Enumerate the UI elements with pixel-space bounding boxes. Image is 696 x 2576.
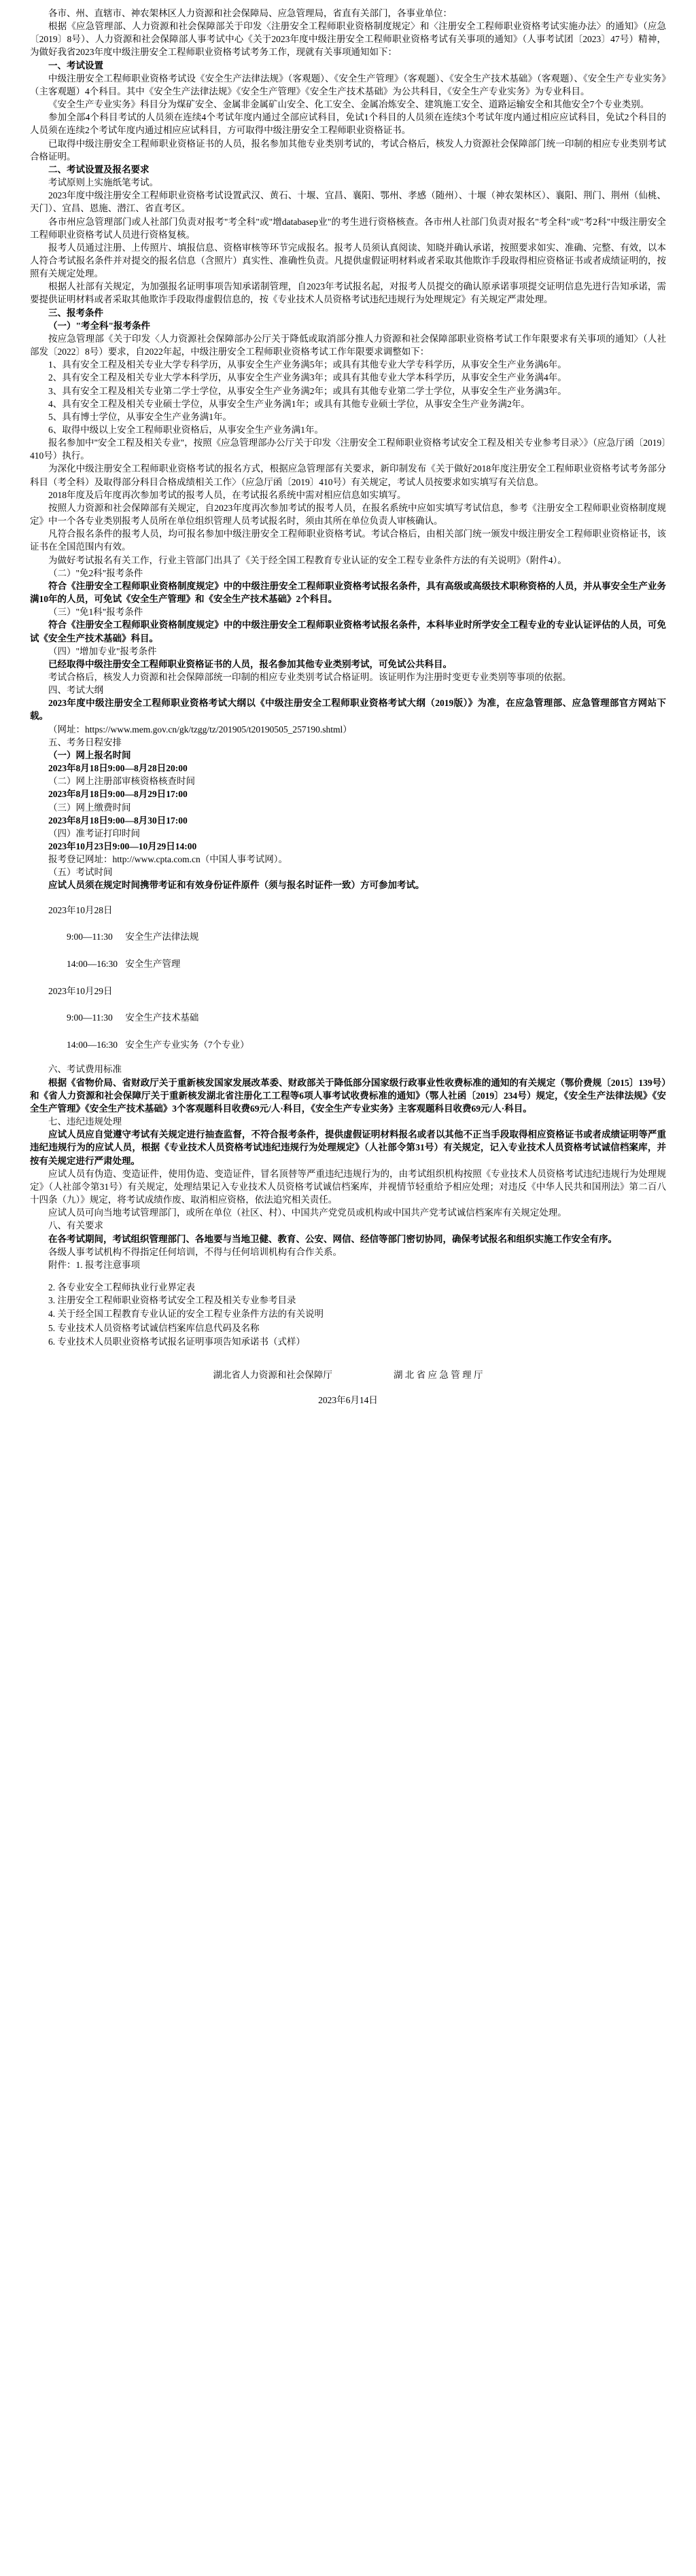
schedule-row bbox=[30, 1009, 666, 1027]
paragraph: 按应急管理部《关于印发〈人力资源社会保障部办公厅关于降低或取消部分推人力资源和社会保障部职业资格考试工作年限要求有关事项的通知〉（人社部发〔2022〕8号）要求，自2022年起，中级注册安全工程师职业资格考试工作年限要求调整如下： bbox=[30, 333, 666, 357]
paragraph: （四）准考证打印时间 bbox=[48, 828, 140, 839]
schedule-row bbox=[30, 955, 666, 973]
paragraph: （网址：https://www.mem.gov.cn/gk/tzgg/tz/201905/t20190505_257190.shtml） bbox=[48, 724, 352, 735]
section-heading: 2023年度中级注册安全工程师职业资格考试大纲以《中级注册安全工程师职业资格考试大纲（2019版）》为准，在应急管理部、应急管理部官方网站下载。 bbox=[30, 698, 666, 722]
subsection-heading: 2023年10月23日9:00—10月29日14:00 bbox=[48, 841, 197, 851]
section-heading: 在各考试期间，考试组织管理部门、各地要与当地卫健、教育、公安、网信、经信等部门密切协同，确保考试报名和组织实施工作安全有序。 bbox=[48, 1233, 617, 1244]
paragraph: 6、取得中级以上安全工程师职业资格后，从事安全生产业务满1年。 bbox=[48, 425, 324, 435]
section-heading: 根据《省物价局、省财政厅关于重新核发国家发展改革委、财政部关于降低部分国家级行政事业性收费标准的通知的有关规定（鄂价费规〔2015〕139号）和《省人力资源和社会保障厅关于重新核发湖北省注册化工工程等6项人事考试收费标准的通知》（鄂人社函〔2019〕234号）规定，《安全生产法律法规》《安全生产管理》《安全生产技术基础》3个客观题科目收费69元/人·科目，《安全生产专业实务》主客观题科目收费69元/人·科目。 bbox=[30, 1077, 666, 1114]
section-heading: 应试人员应自觉遵守考试有关规定进行抽查监督，不符合报考条件，提供虚假证明材料报名或者以其他不正当手段取得相应资格证书或者成绩证明等严重违纪违规行为的应试人员，根据《专业技术人员资格考试违纪违规行为处理规定》（人社部令第31号）有关规定，记入专业技术人员资格考试诚信档案库，并按有关规定进行严肃处理。 bbox=[30, 1129, 666, 1166]
schedule-subject: 安全生产技术基础 bbox=[125, 1012, 199, 1023]
paragraph: 凡符合报名条件的报考人员，均可报名参加中级注册安全工程师职业资格考试。考试合格后，由相关部门统一颁发中级注册安全工程师职业资格证书，该证书在全国范围内有效。 bbox=[30, 529, 666, 552]
paragraph: 附件：1. 报考注意事项 bbox=[48, 1259, 140, 1270]
schedule-row bbox=[30, 928, 666, 946]
schedule-time: 14:00—16:30 bbox=[67, 1039, 118, 1050]
paragraph: （三）"免1科"报考条件 bbox=[48, 607, 143, 618]
paragraph: 参加全部4个科目考试的人员须在连续4个考试年度内通过全部应试科目，免试1个科目的人员须在连续3个考试年度内通过相应应试科目，免试2个科目的人员须在连续2个考试年度内通过相应应试科目，方可取得中级注册安全工程师职业资格证书。 bbox=[30, 112, 666, 136]
attachment-item: 5. 专业技术人员资格考试诚信档案库信息代码及名称 bbox=[48, 1322, 260, 1333]
paragraph: 已取得中级注册安全工程师职业资格证书的人员，报名参加其他专业类别考试的，考试合格后，核发人力资源社会保障部门统一印制的相应专业类别考试合格证明。 bbox=[30, 138, 666, 162]
section-heading: 二、考试设置及报名要求 bbox=[48, 164, 150, 175]
section-heading: 一、考试设置 bbox=[48, 60, 103, 71]
paragraph: 各级人事考试机构不得指定任何培训，不得与任何培训机构有合作关系。 bbox=[48, 1246, 342, 1257]
subsection-heading: 已经取得中级注册安全工程师职业资格证书的人员，报名参加其他专业类别考试，可免试公共科目。 bbox=[48, 658, 452, 669]
paragraph: （四）"增加专业"报考条件 bbox=[48, 646, 157, 656]
paragraph: 2、具有安全工程及相关专业大学本科学历，从事安全生产业务满3年；或具有其他专业大学本科学历，从事安全生产业务满4年。 bbox=[48, 372, 567, 383]
paragraph: 各市、州、直辖市、神农架林区人力资源和社会保障局、应急管理局，省直有关部门，各事业单位： bbox=[48, 8, 452, 18]
paragraph: 报考登记网址：http://www.cpta.com.cn（中国人事考试网）。 bbox=[48, 854, 288, 865]
paragraph: 应试人员可向当地考试管理部门，或所在单位（社区、村）、中国共产党党员或机构或中国共产党考试诚信档案库有关规定处理。 bbox=[48, 1207, 567, 1218]
paragraph: 七、违纪违规处理 bbox=[48, 1116, 122, 1127]
paragraph: 1、具有安全工程及相关专业大学专科学历，从事安全生产业务满5年；或具有其他专业大学专科学历，从事安全生产业务满6年。 bbox=[48, 359, 567, 370]
schedule-date-1: 2023年10月28日 bbox=[48, 904, 113, 915]
attachment-item: 6. 专业技术人员职业资格考试报名证明事项告知承诺书（式样） bbox=[48, 1336, 305, 1347]
paragraph: 六、考试费用标准 bbox=[48, 1064, 122, 1075]
subsection-heading: 符合《注册安全工程师职业资格制度规定》中的中级注册安全工程师职业资格考试报名条件，本科毕业时所学安全工程专业的专业认证评估的人员，可免试《安全生产技术基础》科目。 bbox=[30, 620, 666, 643]
schedule-time: 9:00—11:30 bbox=[67, 1012, 113, 1023]
subsection-heading: 符合《注册安全工程师职业资格制度规定》中的中级注册安全工程师职业资格考试报名条件，具有高级或高级技术职称资格的人员，并从事安全生产业务满10年的人员，可免试《安全生产管理》和《安全生产技术基础》2个科目。 bbox=[30, 580, 666, 605]
signature-row bbox=[30, 1368, 666, 1383]
signature-left: 湖北省人力资源和社会保障厅 bbox=[213, 1370, 332, 1381]
paragraph: 为深化中级注册安全工程师职业资格考试的报名方式，根据应急管理部有关要求，新印制发布《关于做好2018年度注册安全工程师职业资格考试考务部分科目（考全科）及取得部分科目合格成绩相关工作〉（应急厅函〔2019〕410号）有关规定，考试人员按要求如实填写有关信息。 bbox=[30, 463, 666, 487]
subsection-heading: （一）"考全科"报考条件 bbox=[48, 320, 150, 331]
paragraph: 根据人社部有关规定，为加强报名证明事项告知承诺制管理，自2023年考试报名起，对报考人员提交的确认原承诺事项提交证明信息先进行告知承诺，需要提供证明材料或者采取其他欺诈手段取得虚假信息的，按《专业技术人员资格考试违纪违规行为处理规定》有关规定严肃处理。 bbox=[30, 281, 666, 305]
paragraph-url: 五、考务日程安排 bbox=[48, 737, 122, 747]
attachment-item: 4. 关于经全国工程教育专业认证的安全工程专业条件方法的有关说明 bbox=[48, 1309, 324, 1320]
paragraph: 3、具有安全工程及相关专业第二学士学位，从事安全生产业务满2年；或具有其他专业第二学士学位，从事安全生产业务满3年。 bbox=[48, 385, 567, 396]
paragraph: （二）"免2科"报考条件 bbox=[48, 567, 143, 578]
paragraph: （三）网上缴费时间 bbox=[48, 802, 131, 813]
section-heading: 三、报考条件 bbox=[48, 307, 103, 318]
subsection-heading: 2023年8月18日9:00—8月30日17:00 bbox=[48, 815, 188, 826]
schedule-date-2: 2023年10月29日 bbox=[48, 985, 113, 996]
paragraph: 为做好考试报名有关工作，行业主管部门出具了《关于经全国工程教育专业认证的安全工程专业条件方法的有关说明》（附件4）。 bbox=[48, 554, 567, 565]
paragraph: 各市州应急管理部门或人社部门负责对报考"考全科"或"增databasep业"的考生进行资格核查。各市州人社部门负责对报名"考全科"或"考2科"中级注册安全工程师职业资格考试人员进行资格复核。 bbox=[30, 216, 666, 240]
paragraph: 按照人力资源和社会保障部有关规定，自2023年度再次参加考试的报考人员，在报名系统中应如实填写考试信息，参考《注册安全工程师职业资格制度规定》中一个各专业类别报考人员所在单位组织管理人员考试报名时，须由其所在单位负责人审核确认。 bbox=[30, 502, 666, 527]
paragraph: 报考人员通过注册、上传照片、填报信息、资格审核等环节完成报名。报考人员须认真阅读、知晓并确认承诺，按照要求如实、准确、完整、有效，以本人符合考试报名条件并对提交的报名信息（含照片）真实性、准确性负责。凡提供虚假证明材料或者采取其他欺诈手段取得相应资格证书或者成绩证明的，按照有关规定处理。 bbox=[30, 242, 666, 279]
paragraph: 5、具有博士学位，从事安全生产业务满1年。 bbox=[48, 411, 232, 422]
paragraph: 《安全生产专业实务》科目分为煤矿安全、金属非金属矿山安全、化工安全、金属冶炼安全、建筑施工安全、道路运输安全和其他安全7个专业类别。 bbox=[48, 99, 650, 110]
paragraph: 4、具有安全工程及相关专业硕士学位，从事安全生产业务满1年；或具有其他专业硕士学位，从事安全生产业务满2年。 bbox=[48, 398, 530, 409]
paragraph: 考试原则上实施纸笔考试。 bbox=[48, 177, 158, 188]
schedule-subject: 安全生产管理 bbox=[125, 958, 181, 969]
schedule-subject: 安全生产专业实务（7个专业） bbox=[125, 1039, 249, 1050]
attachment-item: 3. 注册安全工程师职业资格考试安全工程及相关专业参考目录 bbox=[48, 1295, 296, 1306]
paragraph: 四、考试大纲 bbox=[48, 685, 103, 696]
section-heading: （一）网上报名时间 bbox=[48, 749, 131, 760]
schedule-time: 9:00—11:30 bbox=[67, 932, 113, 942]
paragraph: 根据《应急管理部、人力资源和社会保障部关于印发〈注册安全工程师职业资格制度规定〉和〈注册安全工程师职业资格考试实施办法〉的通知》（应急〔2019〕8号）、人力资源和社会保障部人事考试中心《关于2023年度中级注册安全工程师职业资格考试有关事项的通知》（人事考试团〔2023〕47号）精神，为做好我省2023年度中级注册安全工程师职业资格考试考务工作，现就有关事项通知如下： bbox=[30, 21, 666, 58]
paragraph: 中级注册安全工程师职业资格考试设《安全生产法律法规》（客观题）、《安全生产管理》（客观题）、《安全生产技术基础》（客观题）、《安全生产专业实务》（主客观题）4个科目。其中《安全生产法律法规》《安全生产管理》《安全生产技术基础》为公共科目，《安全生产专业实务》为专业科目。 bbox=[30, 73, 666, 96]
paragraph: 2023年度中级注册安全工程师职业资格考试设置武汉、黄石、十堰、宜昌、襄阳、鄂州、孝感（随州）、十堰（神农架林区）、襄阳、荆门、荆州（仙桃、天门）、宜昌、恩施、潜江、省直考区。 bbox=[30, 190, 666, 214]
paragraph: （二）网上注册部审核资格核查时间 bbox=[48, 776, 195, 787]
subsection-heading: 应试人员须在规定时间携带考证和有效身份证件原件（须与报名时证件一致）方可参加考试。 bbox=[48, 880, 425, 891]
subsection-heading: 2023年8月18日9:00—8月29日17:00 bbox=[48, 789, 188, 800]
paragraph: 2018年度及后年度再次参加考试的报考人员，在考试报名系统中需对相应信息如实填写。 bbox=[48, 489, 406, 500]
paragraph: 考试合格后，核发人力资源和社会保障部统一印制的相应专业类别考试合格证明。该证明作为注册时变更专业类别等事项的依据。 bbox=[48, 671, 572, 682]
signature-right: 湖 北 省 应 急 管 理 厅 bbox=[393, 1370, 483, 1381]
paragraph: 应试人员有伪造、变造证件，使用伪造、变造证件，冒名顶替等严重违纪违规行为的，由考试组织机构按照《专业技术人员资格考试违纪违规行为处理规定》（人社部令第31号）有关规定，处理结果记入专业技术人员资格考试诚信档案库，并视情节轻重给予相应处理；对违反《中华人民共和国刑法》第二百八十四条（九）》规定，将考试成绩作废、取消相应资格，依法追究相关责任。 bbox=[30, 1168, 666, 1205]
schedule-subject: 安全生产法律法规 bbox=[125, 932, 199, 942]
paragraph: 报名参加中"安全工程及相关专业"，按照《应急管理部办公厅关于印发〈注册安全工程师职业资格考试安全工程及相关专业参考目录〉》（应急厅函〔2019〕410号）执行。 bbox=[30, 438, 666, 461]
signature-date: 2023年6月14日 bbox=[318, 1395, 378, 1406]
attachments-label: 2. 各专业安全工程师执业行业界定表 bbox=[48, 1282, 195, 1292]
subsection-heading: 2023年8月18日9:00—8月28日20:00 bbox=[48, 763, 188, 774]
schedule-time: 14:00—16:30 bbox=[67, 958, 118, 969]
paragraph: 八、有关要求 bbox=[48, 1220, 103, 1231]
paragraph: （五）考试时间 bbox=[48, 867, 113, 878]
schedule-row bbox=[30, 1036, 666, 1054]
